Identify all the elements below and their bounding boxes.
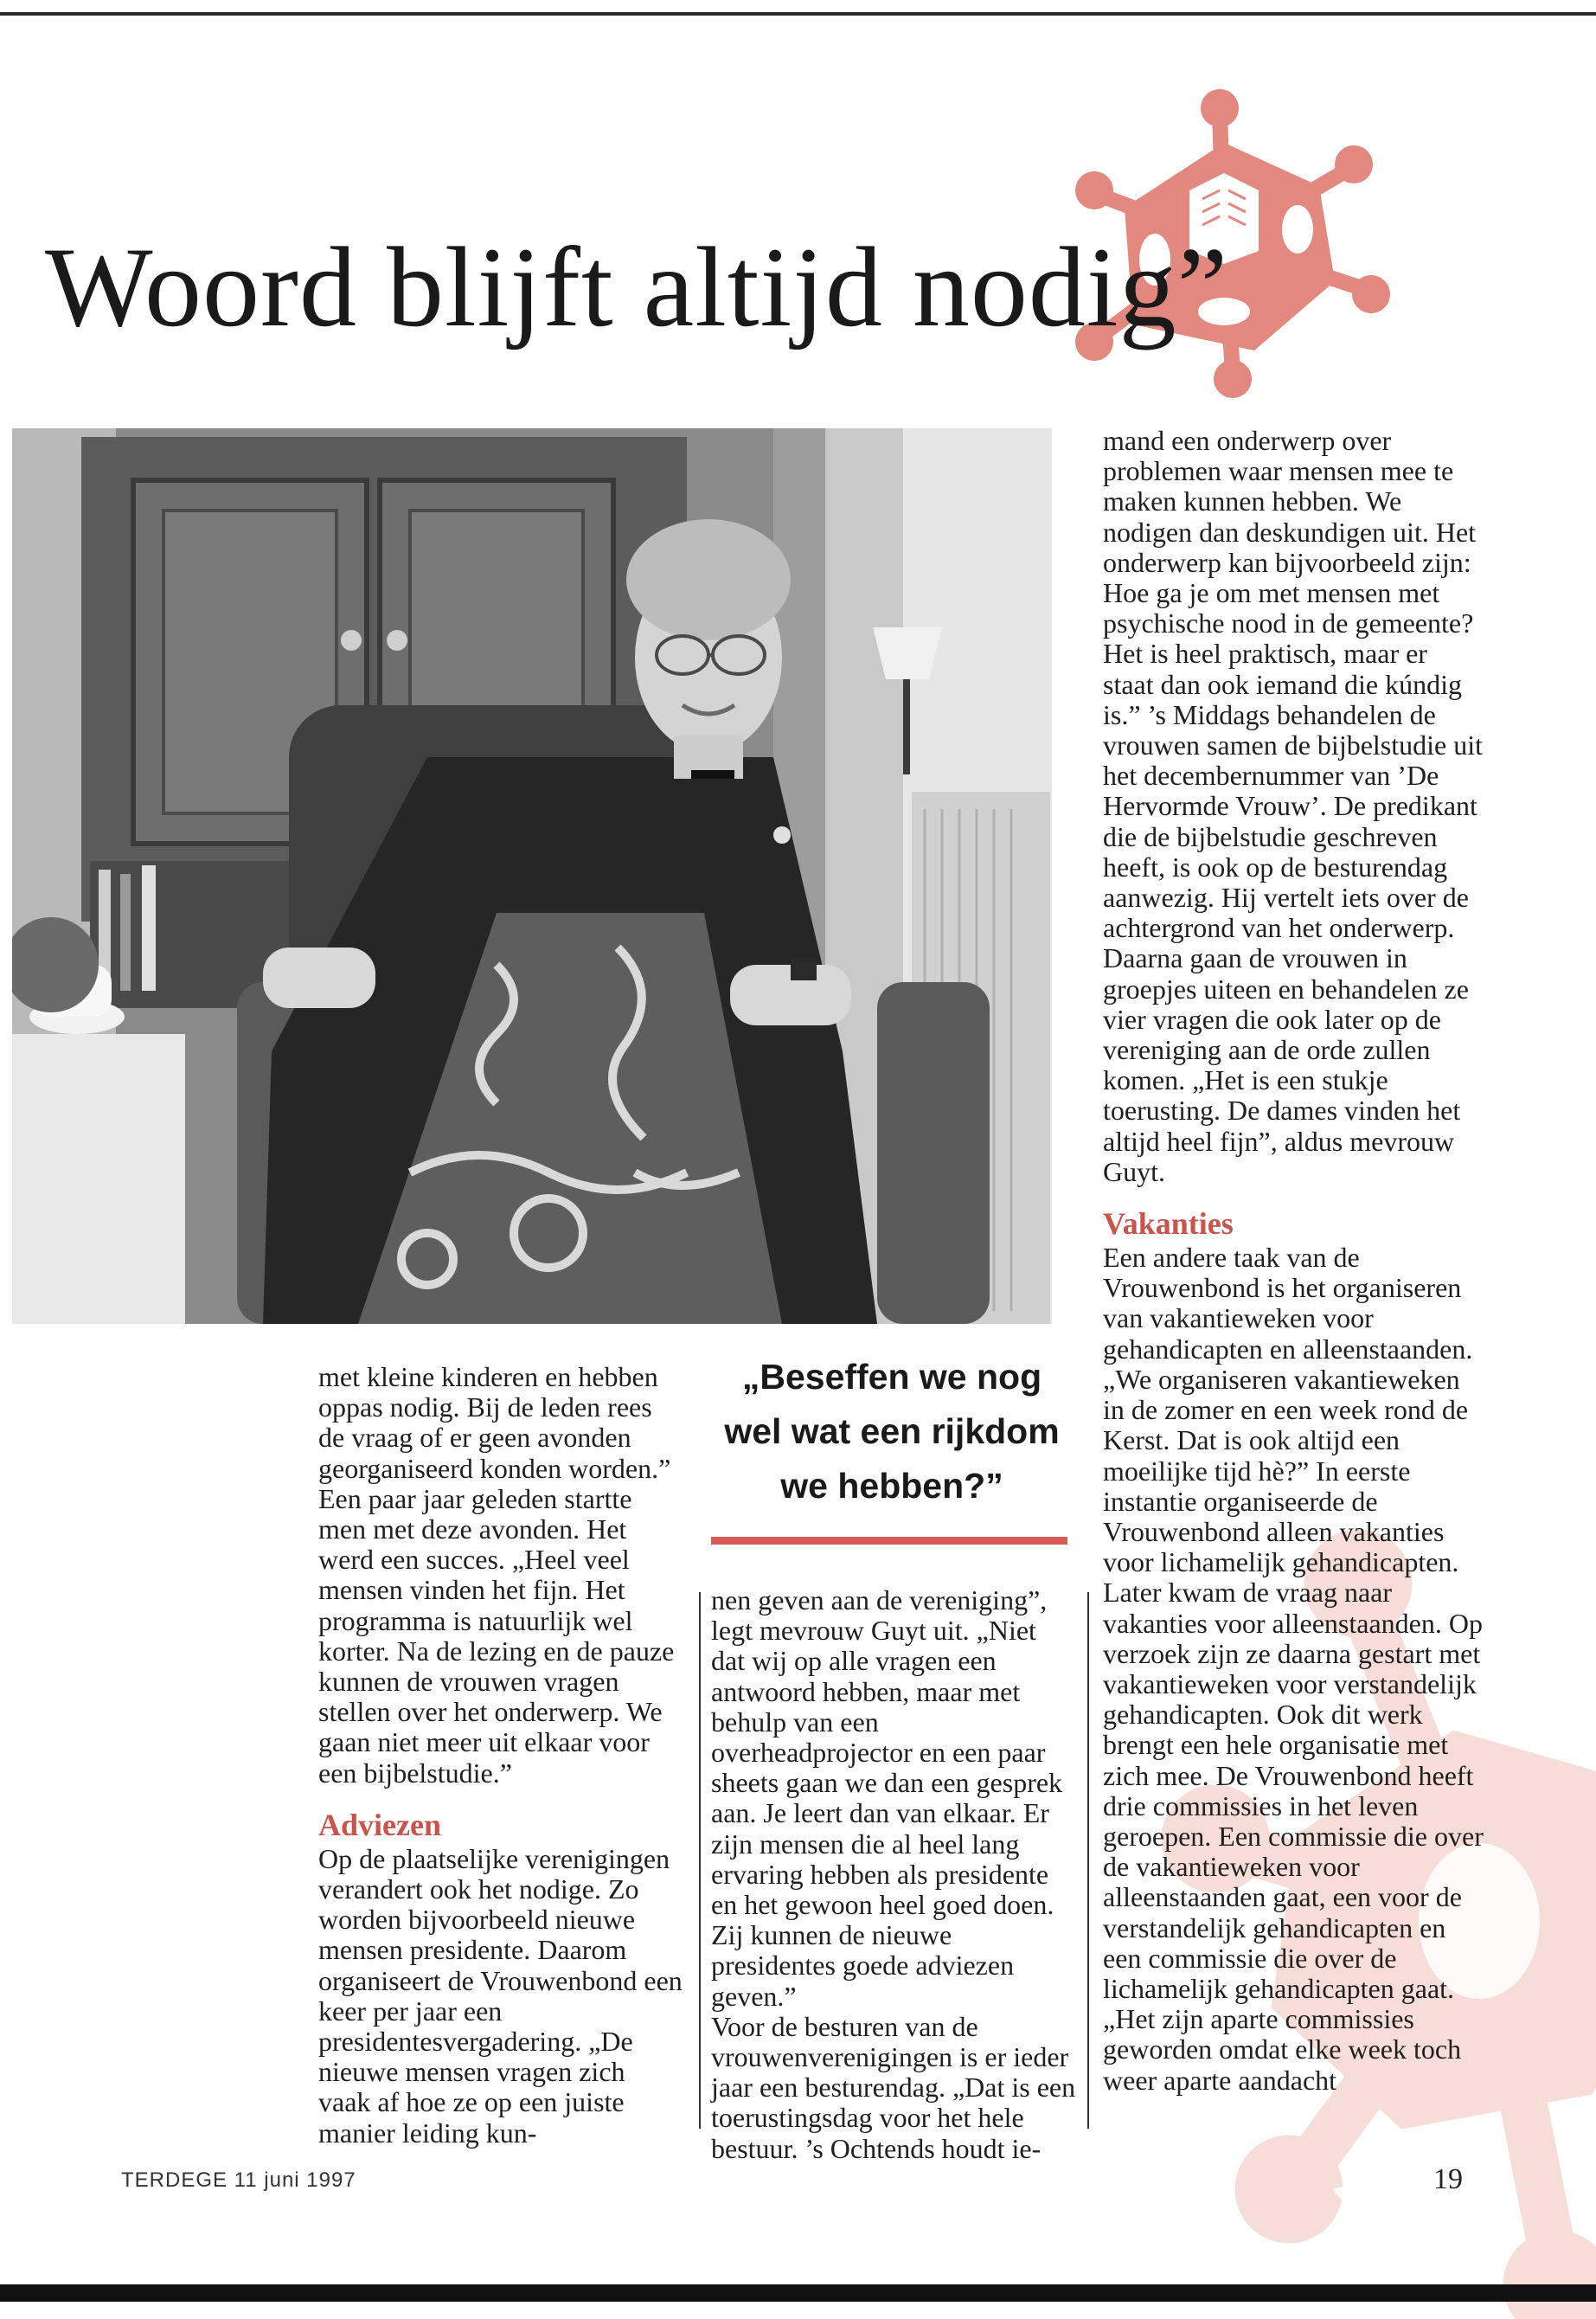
top-rule — [0, 12, 1596, 16]
paragraph: mand een onderwerp over problemen waar mensen mee te maken kunnen hebben. We nodigen dan deskundigen uit. Het onderwerp kan bijvoorbeeld zijn: Hoe ga je om met mensen met psychische nood in de gemeente? Het is heel praktisch, maar er staat dan ook iemand die kúndig is.” ’s Middags behandelen de vrouwen samen de bijbelstudie uit het decembernummer van ’De Hervormde Vrouw’. De predikant die de bijbelstudie geschreven heeft, is ook op de besturendag aanwezig. Hij vertelt iets over de achtergrond van het onderwerp. Daarna gaan de vrouwen in groepjes uiteen en behandelen ze vier vragen die ook later op de vereniging aan de orde zullen komen. „Het is een stukje toerusting. De dames vinden het altijd heel fijn”, aldus mevrouw Guyt. — [1103, 425, 1484, 1187]
column-divider — [699, 1592, 701, 2129]
text-column-left — [318, 1362, 683, 2149]
pull-quote: „Beseffen we nog wel wat een rijkdom we hebben?” — [724, 1357, 1060, 1506]
section-heading-vakanties: Vakanties — [1103, 1206, 1234, 1242]
article-headline: Woord blijft altijd nodig” — [45, 223, 1229, 350]
column-divider — [1087, 1592, 1089, 2129]
paragraph: Op de plaatselijke verenigingen verandert ook het nodige. Zo worden bijvoorbeeld nieuwe mensen presidente. Daarom organiseert de Vrouwenbond een keer per jaar een presidentesvergadering. „De nieuwe mensen vragen zich vaak af hoe ze op een juiste manier leiding kun- — [318, 1842, 683, 2149]
bottom-edge-bar — [0, 2284, 1596, 2302]
paragraph: nen geven aan de vereniging”, legt mevrouw Guyt uit. „Niet dat wij op alle vragen een antwoord hebben, maar met behulp van een overheadprojector en een paar sheets gaan we dan een gesprek aan. Je leert dan van elkaar. Er zijn mensen die al heel lang ervaring hebben als presidente en het gewoon heel goed doen. Zij kunnen de nieuwe presidentes goede adviezen geven.” — [711, 1584, 1063, 2012]
section-heading-adviezen: Adviezen — [318, 1807, 441, 1842]
pull-quote-rule — [711, 1537, 1067, 1545]
page-number: 19 — [1433, 2163, 1463, 2195]
paragraph: Een andere taak van de Vrouwenbond is het organiseren van vakantieweken voor gehandicapten en alleenstaanden. „We organiseren vakantieweken in de zomer en een week rond de Kerst. Dat is ook altijd een moeilijke tijd hè?” In eerste instantie organiseerde de Vrouwenbond alleen vakanties voor lichamelijk gehandicapten. Later kwam de vraag naar vakanties voor alleenstaanden. Op verzoek zijn ze daarna gestart met vakantieweken voor verstandelijk gehandicapten. Ook dit werk brengt een hele organisatie met zich mee. De Vrouwenbond heeft drie commissies in het leven geroepen. Een commissie die over de vakantieweken voor alleenstaanden gaat, een voor de verstandelijk gehandicapten en een commissie die over de lichamelijk gehandicapten gaat. „Het zijn aparte commissies geworden omdat elke week toch weer aparte aandacht — [1103, 1242, 1484, 2096]
publication-footer: TERDEGE 11 juni 1997 — [121, 2168, 356, 2192]
text-column-middle — [711, 1585, 1076, 2164]
paragraph: Voor de besturen van de vrouwenverenigingen is er ieder jaar een besturendag. „Dat is een toerustingsdag voor het hele bestuur. ’s Ochtends houdt ie- — [711, 2010, 1076, 2164]
portrait-photo — [12, 428, 1052, 1324]
text-column-right — [1103, 426, 1484, 2096]
paragraph: met kleine kinderen en hebben oppas nodig. Bij de leden rees de vraag of er geen avonden georganiseerd konden worden.” Een paar jaar geleden startte men met deze avonden. Het werd een succes. „Heel veel mensen vinden het fijn. Het programma is natuurlijk wel korter. Na de lezing en de pauze kunnen de vrouwen vragen stellen over het onderwerp. We gaan niet meer uit elkaar voor een bijbelstudie.” — [318, 1361, 675, 1789]
